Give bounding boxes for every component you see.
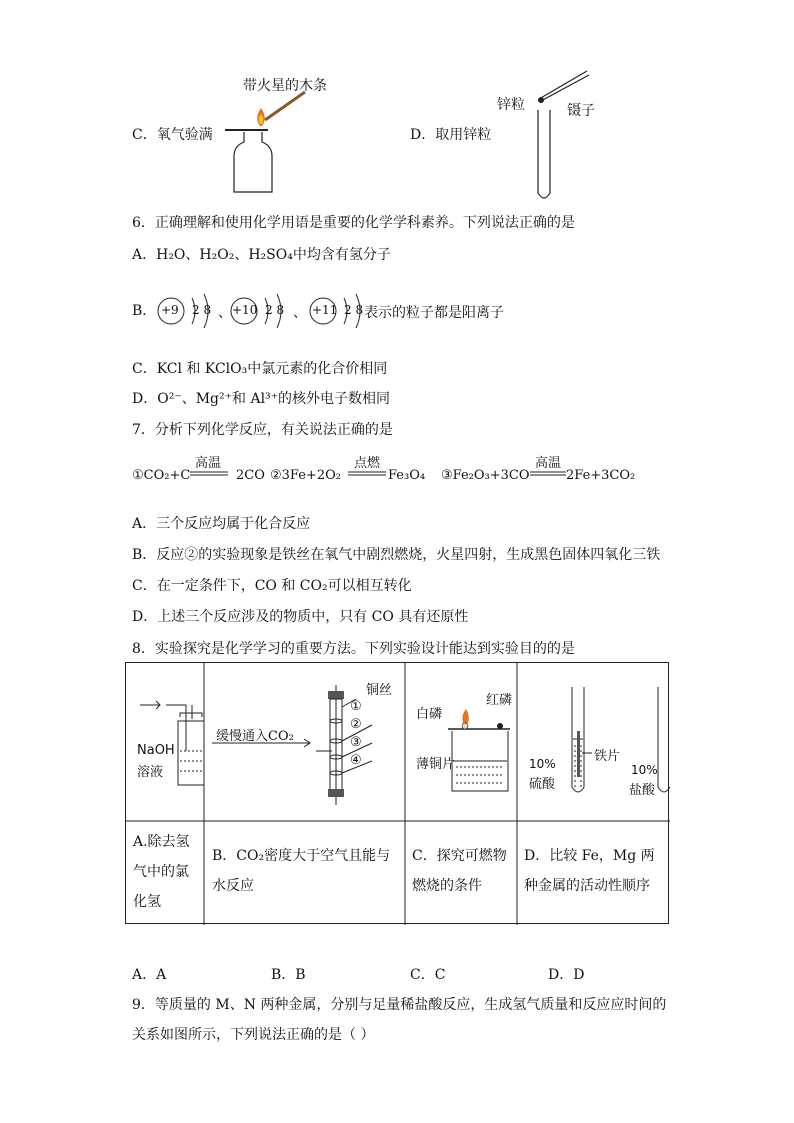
red-phosphorus-label: 红磷 — [486, 693, 513, 708]
conc-1-label: 10% — [529, 757, 556, 771]
separator-2: 、 — [293, 305, 307, 321]
option-8d-text: D．比较 Fe，Mg 两种金属的活动性顺序 — [524, 848, 655, 894]
choice-c: C．C — [410, 967, 446, 983]
question-6-stem: 6．正确理解和使用化学用语是重要的化学学科素养。下列说法正确的是 — [132, 215, 575, 231]
white-phosphorus-label: 白磷 — [416, 707, 443, 722]
option-6b-prefix: B． — [132, 303, 157, 319]
option-7d: D．上述三个反应涉及的物质中，只有 CO 具有还原性 — [132, 609, 469, 625]
choice-d: D．D — [548, 967, 585, 983]
oxygen-test-figure — [220, 90, 310, 200]
iron-sheet-label: 铁片 — [594, 749, 621, 764]
option-8b-text: B．CO₂密度大于空气且能与水反应 — [212, 848, 391, 894]
sulfuric-acid-label: 硫酸 — [529, 777, 556, 792]
zinc-tube-figure — [525, 65, 595, 205]
reaction-2-condition: 点燃 — [354, 456, 381, 471]
reaction-1-condition: 高温 — [195, 456, 222, 471]
figure-d-test-tubes — [562, 683, 672, 803]
experiment-table — [125, 662, 669, 924]
separator-1: 、 — [218, 305, 232, 321]
solution-label: 溶液 — [137, 765, 164, 780]
reaction-3-condition: 高温 — [535, 456, 562, 471]
figure-c-combustion — [444, 703, 518, 799]
reaction-2-right: Fe₃O₄ — [388, 468, 426, 483]
option-7b: B．反应②的实验现象是铁丝在氧气中剧烈燃烧，火星四射，生成黑色固体四氧化三铁 — [132, 547, 661, 563]
option-7a: A．三个反应均属于化合反应 — [132, 516, 311, 532]
wooden-splint-caption: 带火星的木条 — [243, 78, 327, 94]
atom-1-nucleus: +9 — [161, 303, 179, 317]
option-5d: D．取用锌粒 — [410, 127, 492, 143]
reaction-1-left: ①CO₂+C — [132, 468, 191, 483]
mark-1: ① — [350, 699, 362, 714]
option-8a-text: A.除去氢气中的氯化氢 — [133, 834, 190, 910]
mark-4: ④ — [350, 753, 362, 768]
atom-3-shells: 2 8 — [344, 303, 364, 317]
question-9-line2: 关系如图所示，下列说法正确的是（ ） — [132, 1027, 375, 1043]
atom-2-shells: 2 8 — [265, 303, 285, 317]
atom-1-shells: 2 8 — [192, 303, 212, 317]
tweezer-label: 镊子 — [567, 103, 595, 119]
mark-3: ③ — [350, 735, 362, 750]
mark-2: ② — [350, 717, 362, 732]
choice-b: B．B — [271, 967, 306, 983]
reaction-1-right: 2CO — [236, 468, 265, 483]
figure-b-co2-tube — [212, 685, 402, 805]
question-7-stem: 7．分析下列化学反应，有关说法正确的是 — [132, 422, 393, 438]
conc-2-label: 10% — [631, 763, 658, 777]
option-8c-text: C．探究可燃物燃烧的条件 — [412, 848, 507, 894]
reaction-2-equals — [348, 471, 388, 477]
co2-flow-label: 缓慢通入CO₂ — [216, 729, 294, 744]
option-6c: C．KCl 和 KClO₃中氯元素的化合价相同 — [132, 361, 388, 377]
reaction-3-equals — [530, 471, 570, 477]
hydrochloric-acid-label: 盐酸 — [629, 783, 656, 798]
option-6d: D．O²⁻、Mg²⁺和 Al³⁺的核外电子数相同 — [132, 391, 391, 407]
question-8-stem: 8．实验探究是化学学习的重要方法。下列实验设计能达到实验目的的是 — [132, 641, 575, 657]
copper-sheet-label: 薄铜片 — [416, 757, 456, 772]
naoh-label: NaOH — [137, 743, 175, 758]
reaction-3-left: ③Fe₂O₃+3CO — [441, 468, 530, 483]
option-6b-suffix: 表示的粒子都是阳离子 — [364, 305, 504, 321]
reaction-1-equals — [190, 471, 230, 477]
reaction-3-right: 2Fe+3CO₂ — [566, 468, 636, 483]
option-5c: C．氧气验满 — [132, 127, 213, 143]
reaction-2-left: ②3Fe+2O₂ — [270, 468, 341, 483]
choice-a: A．A — [132, 967, 167, 983]
option-7c: C．在一定条件下，CO 和 CO₂可以相互转化 — [132, 578, 412, 594]
question-9-line1: 9．等质量的 M、N 两种金属，分别与足量稀盐酸反应，生成氢气质量和反应应时间的 — [132, 997, 667, 1013]
zinc-label: 锌粒 — [497, 97, 525, 113]
copper-wire-label: 铜丝 — [366, 683, 393, 698]
atom-2-nucleus: +10 — [232, 303, 258, 317]
option-6a: A．H₂O、H₂O₂、H₂SO₄中均含有氢分子 — [132, 247, 391, 263]
atom-3-nucleus: +11 — [312, 303, 338, 317]
